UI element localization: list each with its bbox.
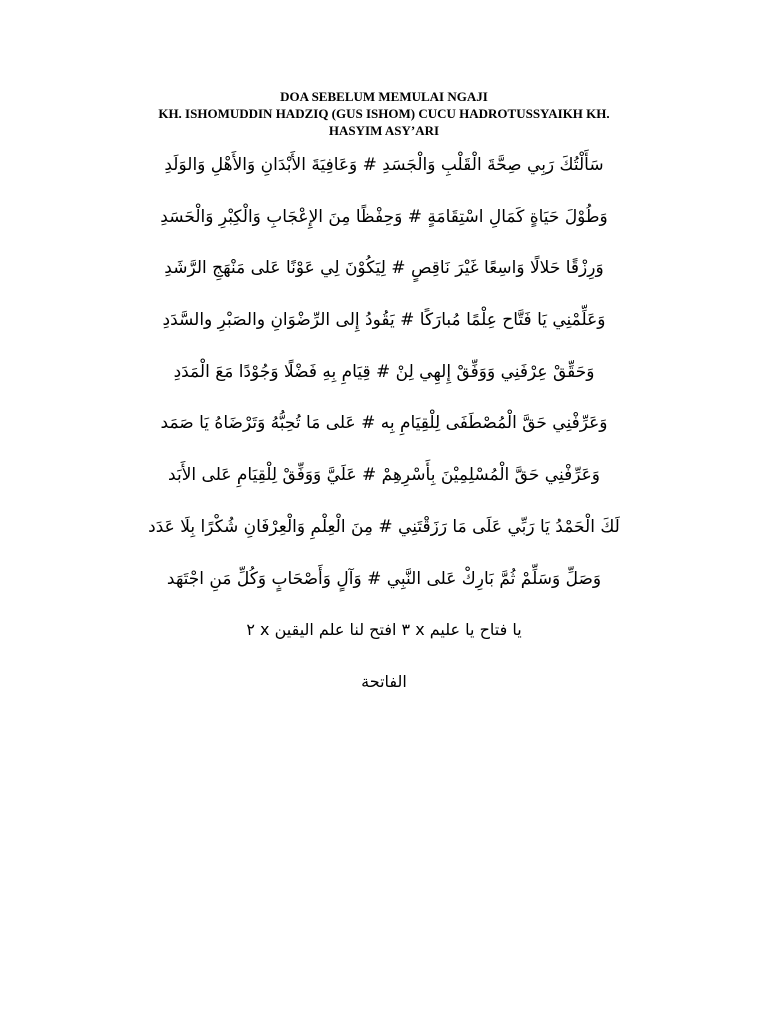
verse-line-2: وَطُوْلَ حَيَاةٍ كَمَالِ اسْتِقَامَةٍ # وَحِفْظًا مِنَ الإِعْجَابِ وَالْكِبْرِ وَالْحَسَدِ: [160, 206, 608, 227]
closing-invocation: يا فتاح يا عليم x ٣ افتح لنا علم اليقين x ٢: [246, 620, 522, 640]
verse-line-9: وَصَلِّ وَسَلِّمْ ثُمَّ بَارِكْ عَلى النَّبِي # وَآلٍ وَأَصْحَابٍ وَكُلِّ مَنِ اجْتَهَد: [166, 568, 602, 589]
prayer-verses: [110, 148, 658, 699]
verse-line-8: لَكَ الْحَمْدُ يَا رَبِّي عَلَى مَا رَزَقْتَنِي # مِنَ الْعِلْمِ وَالْعِرْفَانِ شُكْرًا بِلَا عَدَد: [148, 516, 620, 537]
verse-line-4: وَعَلِّمْنِي يَا فَتَّاح عِلْمًا مُبارَكًا # يَقُودُ إِلى الرِّضْوَانِ والصَبْرِ والسَّدَدِ: [162, 310, 606, 331]
title-line-3: HASYIM ASY’ARI: [328, 123, 440, 138]
verse-line-6: وَعَرِّفْنِي حَقَّ الْمُصْطَفَى لِلْقِيَامِ بِه # عَلى مَا تُحِبُّهُ وَتَرْضَاهُ يَا صَمَد: [160, 413, 608, 434]
verse-line-3: وَرِزْقًا حَلالًا وَاسِعًا غَيْرَ نَاقِصٍ # لِيَكُوْنَ لِي عَوْنًا عَلى مَنْهَجِ الرَّشَدِ: [164, 258, 604, 279]
document-title: [80, 88, 688, 139]
title-line-2: KH. ISHOMUDDIN HADZIQ (GUS ISHOM) CUCU HADROTUSSYAIKH KH.: [158, 106, 610, 121]
title-line-1: DOA SEBELUM MEMULAI NGAJI: [280, 89, 488, 104]
fatihah-heading: الفاتحة: [361, 671, 407, 691]
verse-line-1: سَأَلْتُكَ رَبِي صِحَّةَ الْقَلْبِ وَالْجَسَدِ # وَعَافِيَةَ الأَبْدَانِ وَالأَهْلِ وَالوَلَدِ: [164, 155, 604, 175]
verse-line-7: وَعَرِّفْنِي حَقَّ الْمُسْلِمِيْنَ بِأَسْرِهِمْ # عَلَيَّ وَوَفِّقْ لِلْقِيَامِ عَلى الأَبَد: [168, 465, 600, 486]
verse-line-5: وَحَقِّقْ عِرْفَنِي وَوَفِّقْ إِلهِي لِنْ # قِيَامِ بِهِ فَضْلًا وَجُوْدًا مَعَ الْمَدَدِ: [173, 361, 595, 382]
